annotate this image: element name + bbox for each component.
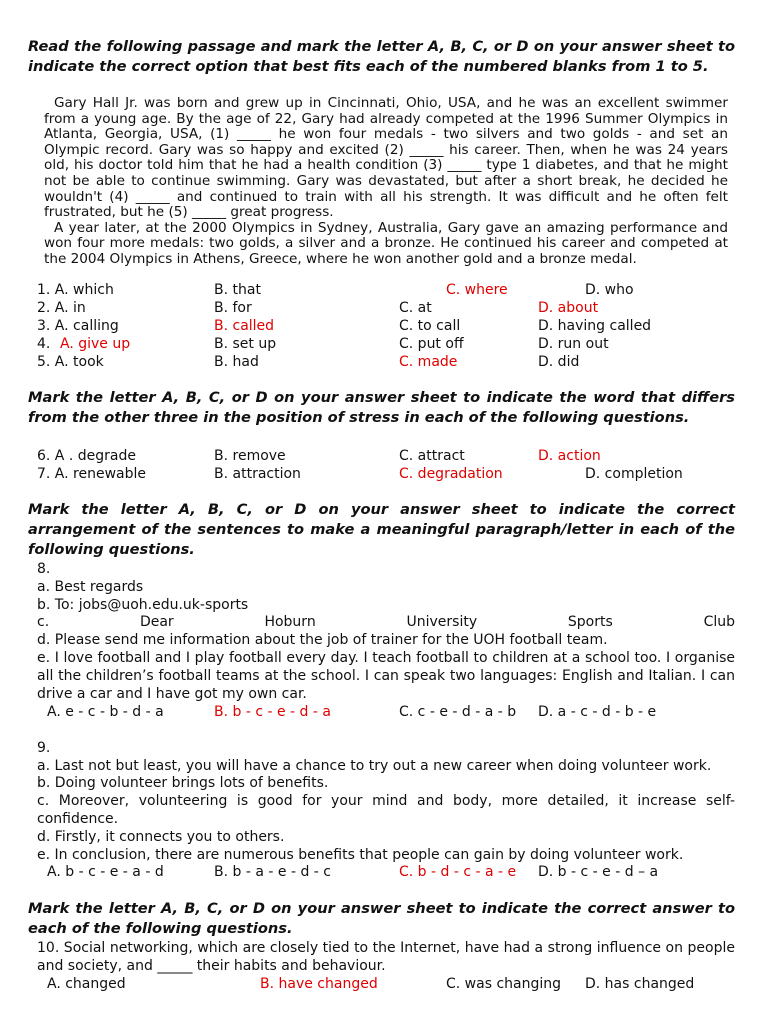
q6-option-a[interactable]: 6. A . degrade bbox=[37, 448, 136, 464]
q5-option-d[interactable]: D. did bbox=[538, 354, 580, 370]
q8-sentence-c bbox=[37, 613, 735, 631]
q8-option-a[interactable]: A. e - c - b - d - a bbox=[47, 704, 164, 720]
q9-sentence-e: e. In conclusion, there are numerous benefits that people can gain by doing volunteer work. bbox=[37, 847, 684, 863]
q8-sentence-b: b. To: jobs@uoh.edu.uk-sports bbox=[37, 597, 249, 613]
q7-option-b[interactable]: B. attraction bbox=[214, 466, 301, 482]
q2-option-d[interactable]: D. about bbox=[538, 300, 599, 316]
q9-option-b[interactable]: B. b - a - e - d - c bbox=[214, 864, 331, 880]
q8-c-word: Sports bbox=[567, 614, 613, 630]
q3-option-a[interactable]: 3. A. calling bbox=[37, 318, 119, 334]
q4-option-d[interactable]: D. run out bbox=[538, 336, 609, 352]
q7-option-d[interactable]: D. completion bbox=[585, 466, 683, 482]
q10-option-d[interactable]: D. has changed bbox=[585, 976, 695, 992]
q4-option-c[interactable]: C. put off bbox=[399, 336, 464, 352]
q4-number: 4. bbox=[37, 336, 51, 352]
q6-option-d[interactable]: D. action bbox=[538, 448, 601, 464]
q3-option-d[interactable]: D. having called bbox=[538, 318, 652, 334]
section4-heading: Mark the letter A, B, C, or D on your answer sheet to indicate the correct answer to each of the following questions. bbox=[28, 900, 735, 937]
q8-option-b[interactable]: B. b - c - e - d - a bbox=[214, 704, 331, 720]
q9-sentence-c: c. Moreover, volunteering is good for your mind and body, more detailed, it increase self-confidence. bbox=[37, 793, 735, 827]
q9-sentence-d: d. Firstly, it connects you to others. bbox=[37, 829, 285, 845]
q6-option-b[interactable]: B. remove bbox=[214, 448, 286, 464]
q2-option-c[interactable]: C. at bbox=[399, 300, 432, 316]
q3-option-b[interactable]: B. called bbox=[214, 318, 275, 334]
q10-option-c[interactable]: C. was changing bbox=[446, 976, 562, 992]
q5-option-c[interactable]: C. made bbox=[399, 354, 458, 370]
section3-heading: Mark the letter A, B, C, or D on your answer sheet to indicate the correct arrangement of the sentences to make a meaningful paragraph/letter in each of the following questions. bbox=[28, 501, 735, 558]
section2-heading: Mark the letter A, B, C, or D on your answer sheet to indicate the word that differs from the other three in the position of stress in each of the following questions. bbox=[28, 389, 735, 426]
q7-option-c[interactable]: C. degradation bbox=[399, 466, 503, 482]
q9-option-d[interactable]: D. b - c - e - d – a bbox=[538, 864, 659, 880]
q2-option-b[interactable]: B. for bbox=[214, 300, 252, 316]
passage bbox=[44, 96, 728, 268]
q4-option-b[interactable]: B. set up bbox=[214, 336, 277, 352]
q8-option-c[interactable]: C. c - e - d - a - b bbox=[399, 704, 517, 720]
q10-option-a[interactable]: A. changed bbox=[47, 976, 126, 992]
q1-option-c[interactable]: C. where bbox=[446, 282, 508, 298]
q8-c-word: University bbox=[406, 614, 478, 630]
q1-option-b[interactable]: B. that bbox=[214, 282, 261, 298]
q8-sentence-a: a. Best regards bbox=[37, 579, 144, 595]
q8-c-word: Hoburn bbox=[264, 614, 316, 630]
q10-option-b[interactable]: B. have changed bbox=[260, 976, 378, 992]
q9-option-c[interactable]: C. b - d - c - a - e bbox=[399, 864, 517, 880]
q8-number: 8. bbox=[37, 561, 51, 577]
q9-number: 9. bbox=[37, 740, 51, 756]
q8-c-word: Club bbox=[703, 614, 735, 630]
q9-option-a[interactable]: A. b - c - e - a - d bbox=[47, 864, 164, 880]
q5-option-a[interactable]: 5. A. took bbox=[37, 354, 104, 370]
passage-paragraph-2: A year later, at the 2000 Olympics in Sydney, Australia, Gary gave an amazing performance and won four more medals: two golds, a silver and a bronze. He continued his career and competed at the 2004 Olympics in Athens, Greece, where he won another gold and a bronze medal. bbox=[44, 219, 728, 267]
q1-option-d[interactable]: D. who bbox=[585, 282, 634, 298]
q7-option-a[interactable]: 7. A. renewable bbox=[37, 466, 147, 482]
q5-option-b[interactable]: B. had bbox=[214, 354, 259, 370]
q4-option-a[interactable]: A. give up bbox=[60, 336, 131, 352]
q9-sentence-b: b. Doing volunteer brings lots of benefits. bbox=[37, 775, 329, 791]
q8-c-word: Dear bbox=[139, 614, 174, 630]
q8-option-d[interactable]: D. a - c - d - b - e bbox=[538, 704, 657, 720]
q3-option-c[interactable]: C. to call bbox=[399, 318, 461, 334]
section1-heading: Read the following passage and mark the letter A, B, C, or D on your answer sheet to indicate the correct option that best fits each of the numbered blanks from 1 to 5. bbox=[28, 38, 735, 75]
q10-stem: 10. Social networking, which are closely tied to the Internet, have had a strong influence on people and society, and _____ their habits and behaviour. bbox=[37, 940, 735, 974]
passage-paragraph-1: Gary Hall Jr. was born and grew up in Cincinnati, Ohio, USA, and he was an excellent swimmer from a young age. By the age of 22, Gary had already competed at the 1996 Summer Olympics in Atlanta, Georgia, USA, (1) _____ he won four medals - two silvers and two golds - and set an Olympic record. Gary was so happy and excited (2) _____ his career. Then, when he was 24 years old, his doctor told him that he had a health condition (3) _____ type 1 diabetes, and that he might not be able to continue swimming. Gary was devastated, but after a short break, he decided he wouldn't (4) _____ and continued to train with all his strength. It was difficult and he often felt frustrated, but he (5) _____ great progress. bbox=[44, 95, 728, 221]
q8-c-word: c. bbox=[37, 614, 50, 630]
q1-option-a[interactable]: 1. A. which bbox=[37, 282, 114, 298]
q8-sentence-d: d. Please send me information about the job of trainer for the UOH football team. bbox=[37, 632, 608, 648]
q6-option-c[interactable]: C. attract bbox=[399, 448, 465, 464]
q9-sentence-a: a. Last not but least, you will have a chance to try out a new career when doing volunteer work. bbox=[37, 758, 712, 774]
q8-sentence-e: e. I love football and I play football every day. I teach football to children at a school too. I organise all the children’s football teams at the school. I can speak two languages: English and Italian. I can drive a car and I have got my own car. bbox=[37, 650, 735, 702]
q2-option-a[interactable]: 2. A. in bbox=[37, 300, 86, 316]
